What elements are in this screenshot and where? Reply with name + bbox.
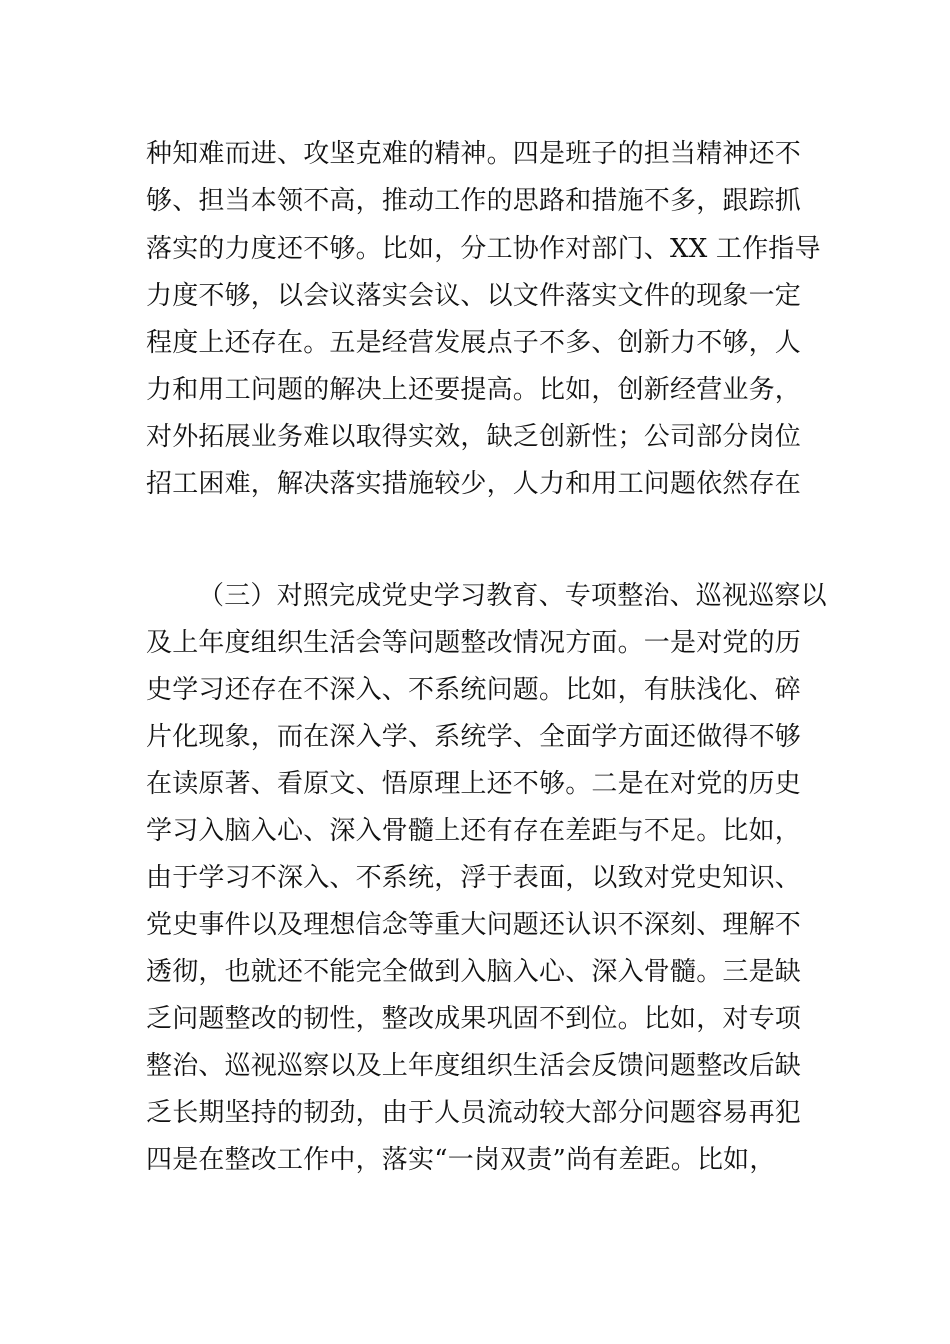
paragraph-1-line: 落实的力度还不够。比如，分工协作对部门、XX 工作指导	[146, 234, 821, 264]
paragraph-2-line: 乏长期坚持的韧劲，由于人员流动较大部分问题容易再犯	[146, 1098, 802, 1128]
paragraph-2-line: 党史事件以及理想信念等重大问题还认识不深刻、理解不	[146, 910, 802, 940]
paragraph-2-line: 透彻，也就还不能完全做到入脑入心、深入骨髓。三是缺	[146, 957, 802, 987]
paragraph-2-line: 由于学习不深入、不系统，浮于表面，以致对党史知识、	[146, 863, 802, 893]
paragraph-2-line: （三）对照完成党史学习教育、专项整治、巡视巡察以	[198, 581, 827, 611]
paragraph-1-line: 招工困难，解决落实措施较少，人力和用工问题依然存在	[146, 469, 802, 499]
paragraph-1-line: 对外拓展业务难以取得实效，缺乏创新性；公司部分岗位	[146, 422, 802, 452]
paragraph-2-line: 史学习还存在不深入、不系统问题。比如，有肤浅化、碎	[146, 675, 802, 705]
paragraph-2-line: 整治、巡视巡察以及上年度组织生活会反馈问题整改后缺	[146, 1051, 802, 1081]
paragraph-1-line: 程度上还存在。五是经营发展点子不多、创新力不够，人	[146, 328, 802, 358]
paragraph-2-line: 乏问题整改的韧性，整改成果巩固不到位。比如，对专项	[146, 1004, 802, 1034]
paragraph-1-line: 够、担当本领不高，推动工作的思路和措施不多，跟踪抓	[146, 186, 802, 216]
paragraph-1-line: 力和用工问题的解决上还要提高。比如，创新经营业务，	[146, 375, 802, 405]
paragraph-2-line: 片化现象，而在深入学、系统学、全面学方面还做得不够	[146, 722, 802, 752]
paragraph-2-line: 在读原著、看原文、悟原理上还不够。二是在对党的历史	[146, 769, 802, 799]
paragraph-2-line: 四是在整改工作中，落实“一岗双责”尚有差距。比如，	[146, 1145, 776, 1175]
paragraph-2-line: 学习入脑入心、深入骨髓上还有存在差距与不足。比如，	[146, 816, 802, 846]
paragraph-1-line: 种知难而进、攻坚克难的精神。四是班子的担当精神还不	[146, 139, 802, 169]
paragraph-2-line: 及上年度组织生活会等问题整改情况方面。一是对党的历	[146, 628, 802, 658]
paragraph-1-line: 力度不够，以会议落实会议、以文件落实文件的现象一定	[146, 281, 802, 311]
